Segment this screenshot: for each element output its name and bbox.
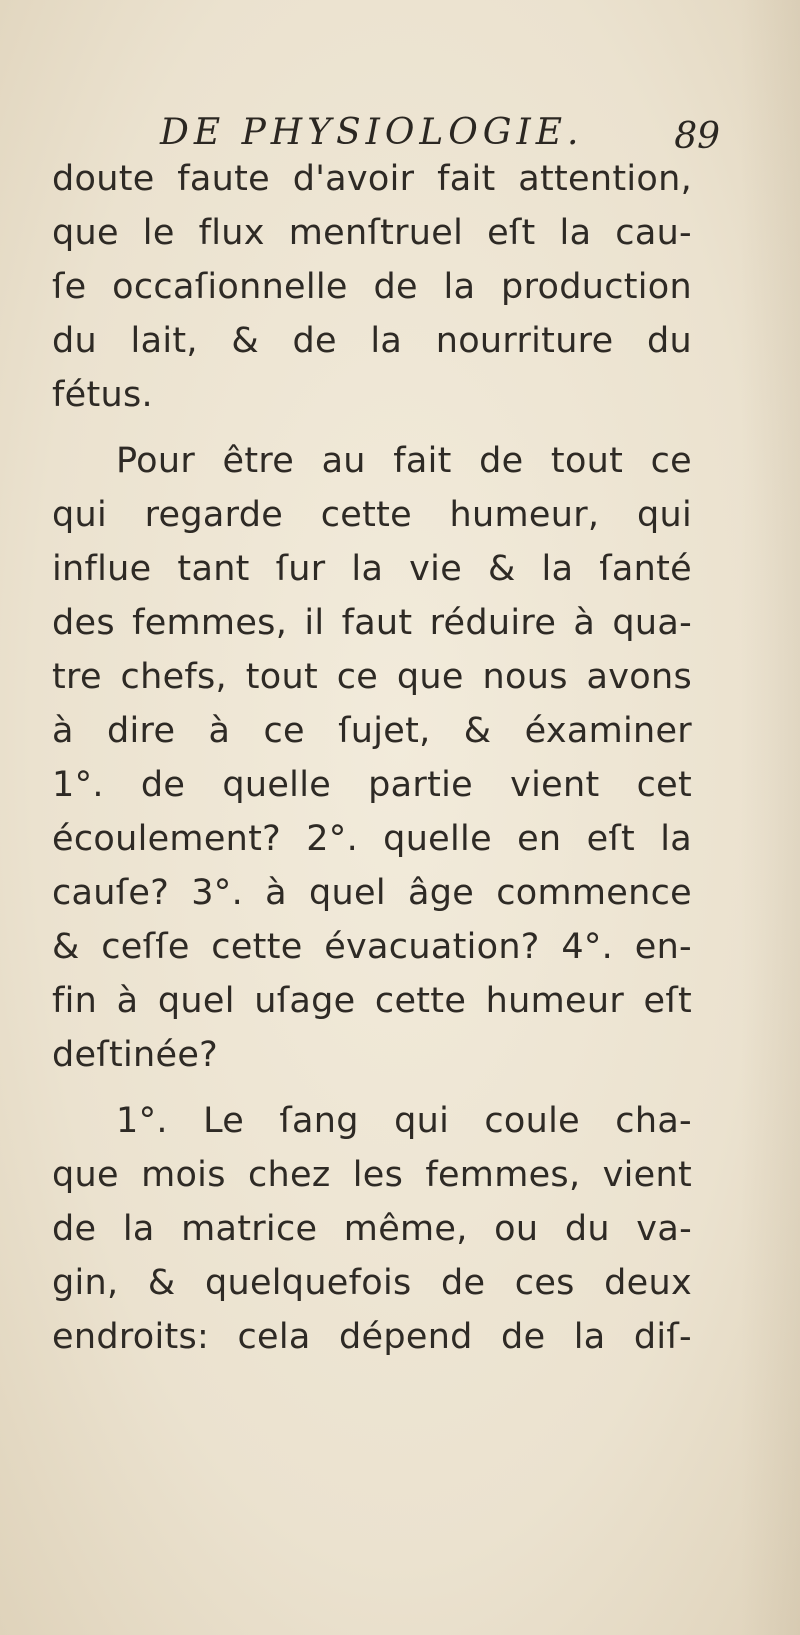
text-line: fin à quel uſage cette humeur eſt <box>52 981 692 1021</box>
text-line: des femmes, il faut réduire à qua- <box>52 603 692 643</box>
body-text <box>52 152 692 1364</box>
text-line: ſe occaſionnelle de la production <box>52 267 692 307</box>
text-line: à dire à ce ſujet, & éxaminer <box>52 711 692 751</box>
text-line: 1°. de quelle partie vient cet <box>52 765 692 805</box>
page-number: 89 <box>674 116 720 157</box>
text-line: gin, & quelquefois de ces deux <box>52 1263 692 1303</box>
running-title: DE PHYSIOLOGIE. <box>160 112 584 153</box>
text-line: 1°. Le ſang qui coule cha- <box>116 1101 692 1141</box>
text-line: de la matrice même, ou du va- <box>52 1209 692 1249</box>
text-line: & ceſſe cette évacuation? 4°. en- <box>52 927 692 967</box>
text-line: tre chefs, tout ce que nous avons <box>52 657 692 697</box>
text-line: qui regarde cette humeur, qui <box>52 495 692 535</box>
text-line: Pour être au fait de tout ce <box>116 441 692 481</box>
text-line: du lait, & de la nourriture du <box>52 321 692 361</box>
paragraph-2 <box>52 434 692 1082</box>
text-line: que mois chez les femmes, vient <box>52 1155 692 1195</box>
text-line: doute faute d'avoir fait attention, <box>52 159 692 199</box>
text-line: deſtinée? <box>52 1035 219 1075</box>
text-line: influe tant ſur la vie & la ſanté <box>52 549 692 589</box>
text-line: écoulement? 2°. quelle en eſt la <box>52 819 692 859</box>
paragraph-3 <box>52 1094 692 1364</box>
text-line: cauſe? 3°. à quel âge commence <box>52 873 692 913</box>
text-line: endroits: cela dépend de la diſ- <box>52 1317 692 1357</box>
text-line: fétus. <box>52 375 153 415</box>
paragraph-1 <box>52 152 692 422</box>
page-fold-shadow <box>740 0 800 1635</box>
text-line: que le flux menſtruel eſt la cau- <box>52 213 692 253</box>
